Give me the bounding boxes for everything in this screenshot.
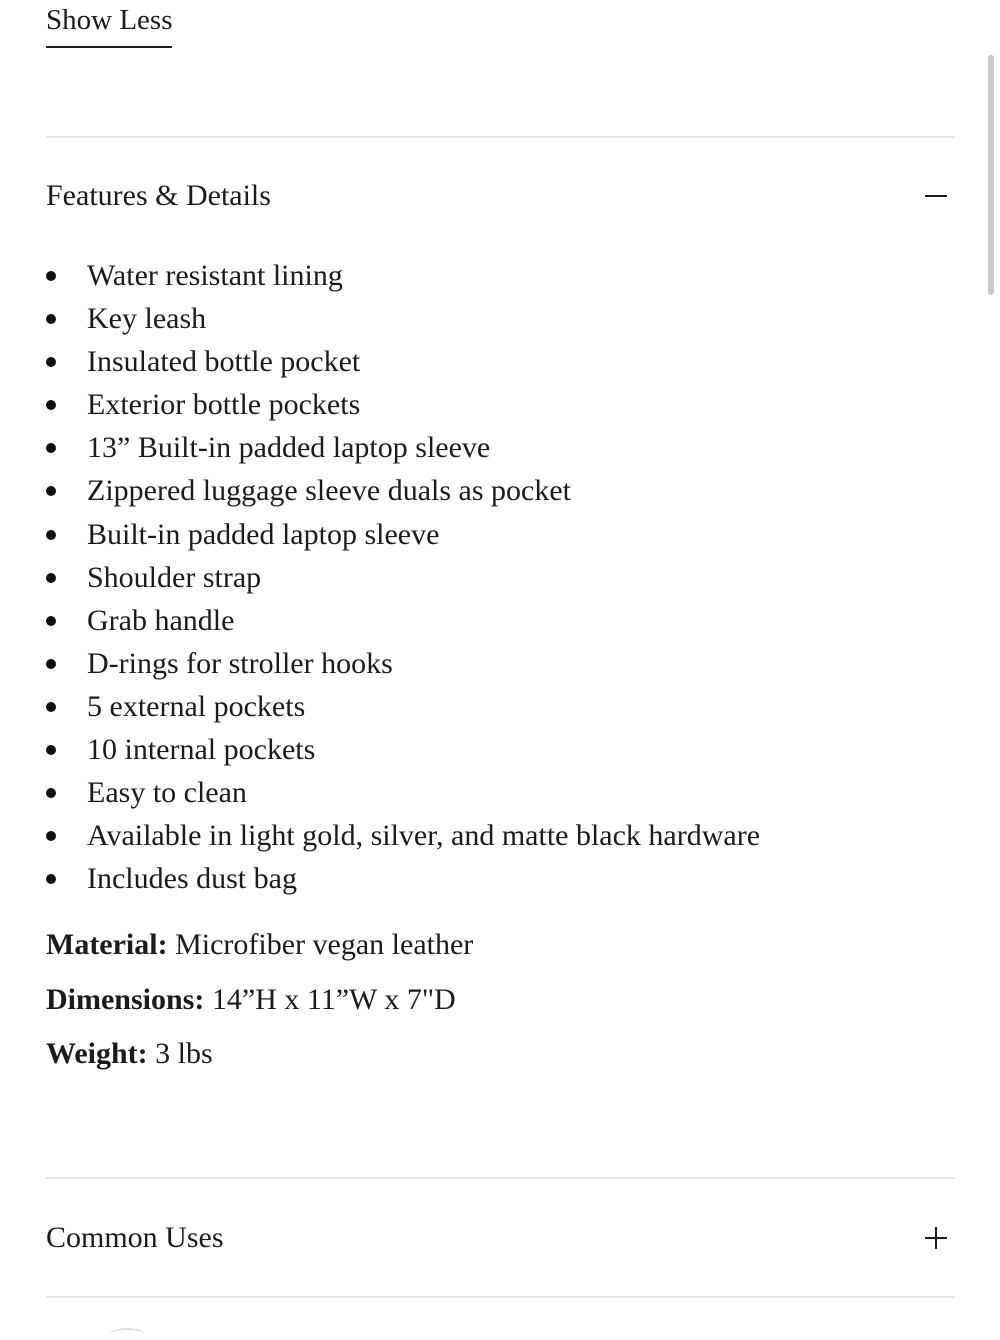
accordion-header-features[interactable] [46,174,955,218]
weight-spec [46,1034,213,1074]
list-item: 13” Built-in padded laptop sleeve [46,426,760,469]
list-item: Built-in padded laptop sleeve [46,513,760,556]
dimensions-spec [46,980,456,1020]
list-item: 10 internal pockets [46,728,760,771]
bullet-icon [46,271,56,281]
bullet-icon [46,745,56,755]
list-item: Insulated bottle pocket [46,340,760,383]
list-item: Shoulder strap [46,556,760,599]
bullet-icon [46,659,56,669]
partial-next-element [110,1328,144,1340]
accordion-title-features: Features & Details [46,179,271,212]
material-value: Microfiber vegan leather [167,928,474,961]
accordion-title-common-uses: Common Uses [46,1221,224,1254]
list-item: 5 external pockets [46,685,760,728]
list-item: Includes dust bag [46,857,760,900]
show-less-link[interactable]: Show Less [46,2,172,48]
bullet-icon [46,530,56,540]
dimensions-value: 14”H x 11”W x 7"D [204,983,456,1016]
plus-icon[interactable] [915,1218,955,1258]
bullet-icon [46,702,56,712]
minus-icon[interactable] [915,176,955,216]
weight-label: Weight: [46,1037,148,1070]
vertical-scrollbar[interactable] [988,55,994,295]
list-item: D-rings for stroller hooks [46,642,760,685]
list-item: Zippered luggage sleeve duals as pocket [46,469,760,512]
material-label: Material: [46,928,168,961]
accordion-header-common-uses[interactable] [46,1216,955,1260]
section-divider [46,136,955,138]
list-item: Grab handle [46,599,760,642]
bullet-icon [46,788,56,798]
section-divider [46,1177,955,1179]
bullet-icon [46,314,56,324]
list-item: Water resistant lining [46,254,760,297]
section-divider [46,1296,955,1298]
dimensions-label: Dimensions: [46,983,205,1016]
list-item: Key leash [46,297,760,340]
material-spec [46,925,473,965]
list-item: Exterior bottle pockets [46,383,760,426]
bullet-icon [46,616,56,626]
features-list [46,254,760,900]
list-item: Available in light gold, silver, and matte black hardware [46,814,760,857]
list-item: Easy to clean [46,771,760,814]
bullet-icon [46,443,56,453]
bullet-icon [46,486,56,496]
bullet-icon [46,874,56,884]
weight-value: 3 lbs [147,1037,213,1070]
bullet-icon [46,831,56,841]
bullet-icon [46,357,56,367]
bullet-icon [46,400,56,410]
bullet-icon [46,573,56,583]
